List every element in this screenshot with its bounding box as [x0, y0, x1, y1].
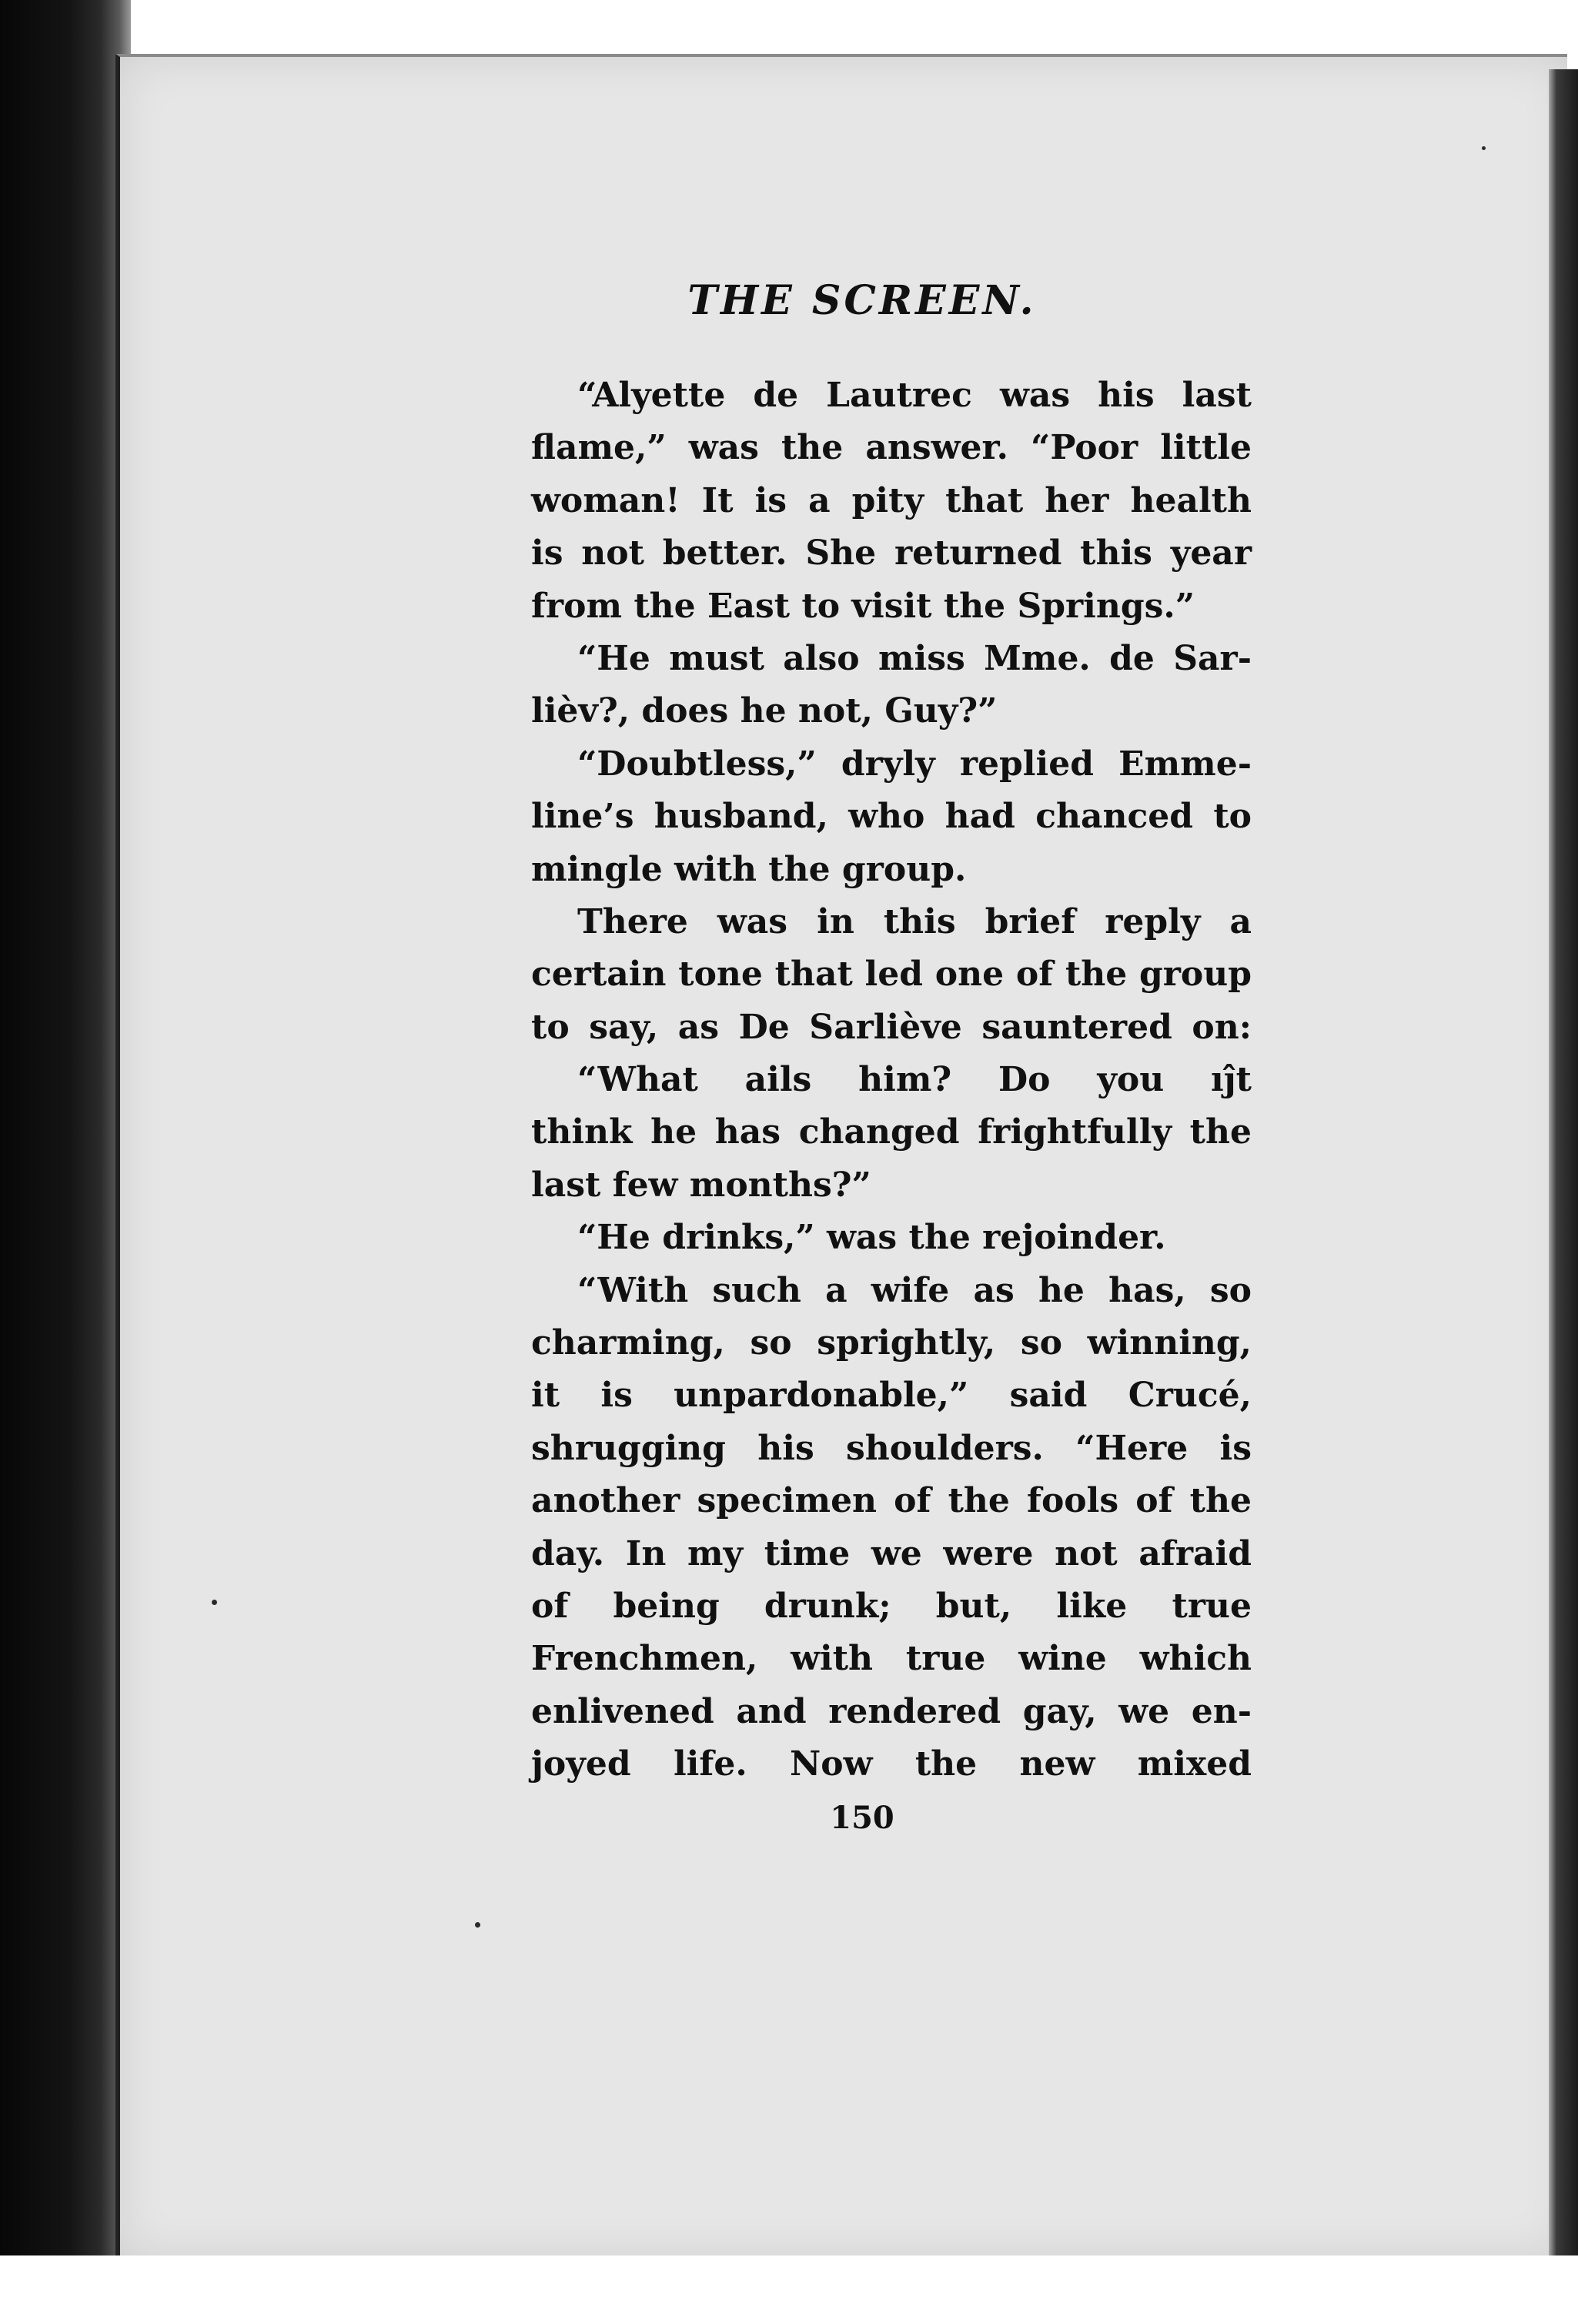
text-line: Frenchmen, with true wine which — [531, 1639, 1252, 1679]
text-line: mingle with the group. — [531, 849, 967, 889]
text-line: line’s husband, who had chanced to — [531, 797, 1252, 837]
text-line: “Alyette de Lautrec was his last — [577, 376, 1252, 415]
body-text — [531, 369, 1252, 1791]
text-line: another specimen of the fools of the — [531, 1481, 1252, 1521]
text-line: last few months?” — [531, 1165, 871, 1205]
text-line: think he has changed frightfully the — [531, 1112, 1252, 1152]
text-line: to say, as De Sarliève sauntered on: — [531, 1007, 1252, 1047]
scan-speck — [475, 1922, 480, 1928]
text-line: day. In my time we were not afraid — [531, 1533, 1252, 1573]
text-line: of being drunk; but, like true — [531, 1586, 1252, 1626]
running-head: THE SCREEN. — [687, 277, 1037, 324]
text-line: it is unpardonable,” said Crucé, — [531, 1376, 1252, 1416]
text-line: enlivened and rendered gay, we en- — [531, 1691, 1252, 1731]
scanner-background-left — [0, 0, 131, 2324]
text-line: “With such a wife as he has, so — [577, 1270, 1252, 1310]
page-number: 150 — [830, 1800, 894, 1836]
text-line: “Doubtless,” dryly replied Emme- — [577, 744, 1252, 784]
text-line: “He drinks,” was the rejoinder. — [577, 1218, 1166, 1258]
text-line: is not better. She returned this year — [531, 533, 1252, 573]
page-edge-right — [1549, 69, 1578, 2324]
scan-speck — [212, 1600, 217, 1605]
text-line: woman! It is a pity that her health — [531, 480, 1252, 520]
text-line: certain tone that led one of the group — [531, 955, 1252, 995]
scan-speck — [1482, 146, 1486, 150]
text-line: flame,” was the answer. “Poor little — [531, 428, 1252, 468]
text-line: joyed life. Now the new mixed — [531, 1744, 1252, 1784]
text-line: charming, so sprightly, so winning, — [531, 1323, 1252, 1363]
text-line: “What ails him? Do you ıĵt — [577, 1060, 1252, 1100]
text-line: lièv⁠?, does he not, Guy?” — [531, 691, 998, 731]
text-line: “He must also miss Mme. de Sar- — [577, 638, 1252, 678]
text-line: from the East to visit the Springs.” — [531, 586, 1195, 626]
scan-margin-bottom — [0, 2255, 1578, 2324]
text-line: There was in this brief reply a — [577, 901, 1252, 941]
text-line: shrugging his shoulders. “Here is — [531, 1428, 1252, 1468]
